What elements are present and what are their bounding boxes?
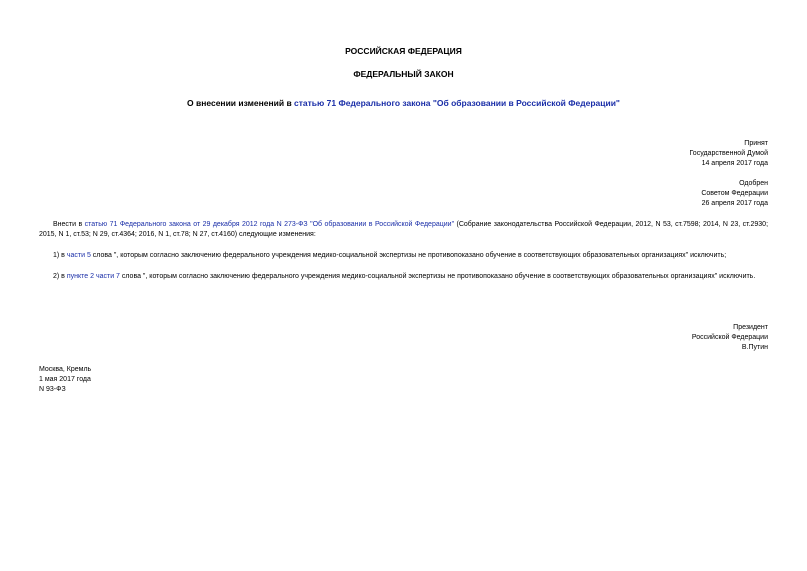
approved-by: Советом Федерации bbox=[701, 190, 768, 197]
item2-suffix: слова ", которым согласно заключению федерального учреждения медико-социальной экспертизы не противопоказано обучение в соответствующих образовательных организациях" исключить. bbox=[119, 273, 756, 280]
amendment-item-1 bbox=[39, 251, 768, 261]
item2-link[interactable]: пункте 2 части 7 bbox=[66, 273, 120, 280]
intro-link[interactable]: статью 71 Федерального закона от 29 декабря 2012 года N 273-ФЗ "Об образовании в Российской Федерации" bbox=[84, 221, 455, 228]
item2-prefix: 2) в bbox=[53, 273, 67, 280]
signature-office: Российской Федерации bbox=[691, 334, 768, 341]
signing-place: Москва, Кремль bbox=[39, 366, 92, 373]
intro-suffix: (Собрание законодательства Российской Федерации, 2012, N 53, ст.7598; 2014, N 23, ст.2930; 2015, N 1, ст.53; N 29, ст.4364; 2016, N 1, ст.78; N 27, ст.4160) следующие изменения: bbox=[39, 221, 769, 238]
signing-date: 1 мая 2017 года bbox=[39, 376, 91, 383]
law-type-heading: ФЕДЕРАЛЬНЫЙ ЗАКОН bbox=[353, 69, 454, 79]
law-number: N 93-ФЗ bbox=[39, 386, 66, 393]
law-title-prefix: О внесении изменений в bbox=[187, 98, 295, 108]
signature-title: Президент bbox=[733, 324, 768, 331]
accepted-by: Государственной Думой bbox=[689, 150, 768, 157]
item1-prefix: 1) в bbox=[53, 252, 67, 259]
amendment-item-2 bbox=[39, 272, 768, 282]
item1-suffix: слова ", которым согласно заключению федерального учреждения медико-социальной экспертизы не противопоказано обучение в соответствующих образовательных организациях" исключить; bbox=[90, 252, 727, 259]
adoption-accepted bbox=[689, 139, 768, 169]
signature-name: В.Путин bbox=[741, 344, 768, 351]
law-title bbox=[0, 98, 807, 108]
accepted-label: Принят bbox=[744, 140, 768, 147]
law-title-link[interactable]: статью 71 Федерального закона "Об образовании в Российской Федерации" bbox=[294, 98, 620, 108]
approved-label: Одобрен bbox=[739, 180, 768, 187]
adoption-approved bbox=[701, 179, 768, 209]
approved-date: 26 апреля 2017 года bbox=[701, 200, 768, 207]
signature-block bbox=[692, 323, 768, 353]
accepted-date: 14 апреля 2017 года bbox=[701, 160, 768, 167]
intro-paragraph bbox=[39, 220, 768, 240]
country-heading: РОССИЙСКАЯ ФЕДЕРАЦИЯ bbox=[345, 46, 462, 56]
intro-prefix: Внести в bbox=[53, 221, 85, 228]
item1-link[interactable]: части 5 bbox=[66, 252, 91, 259]
signing-details bbox=[39, 365, 91, 395]
